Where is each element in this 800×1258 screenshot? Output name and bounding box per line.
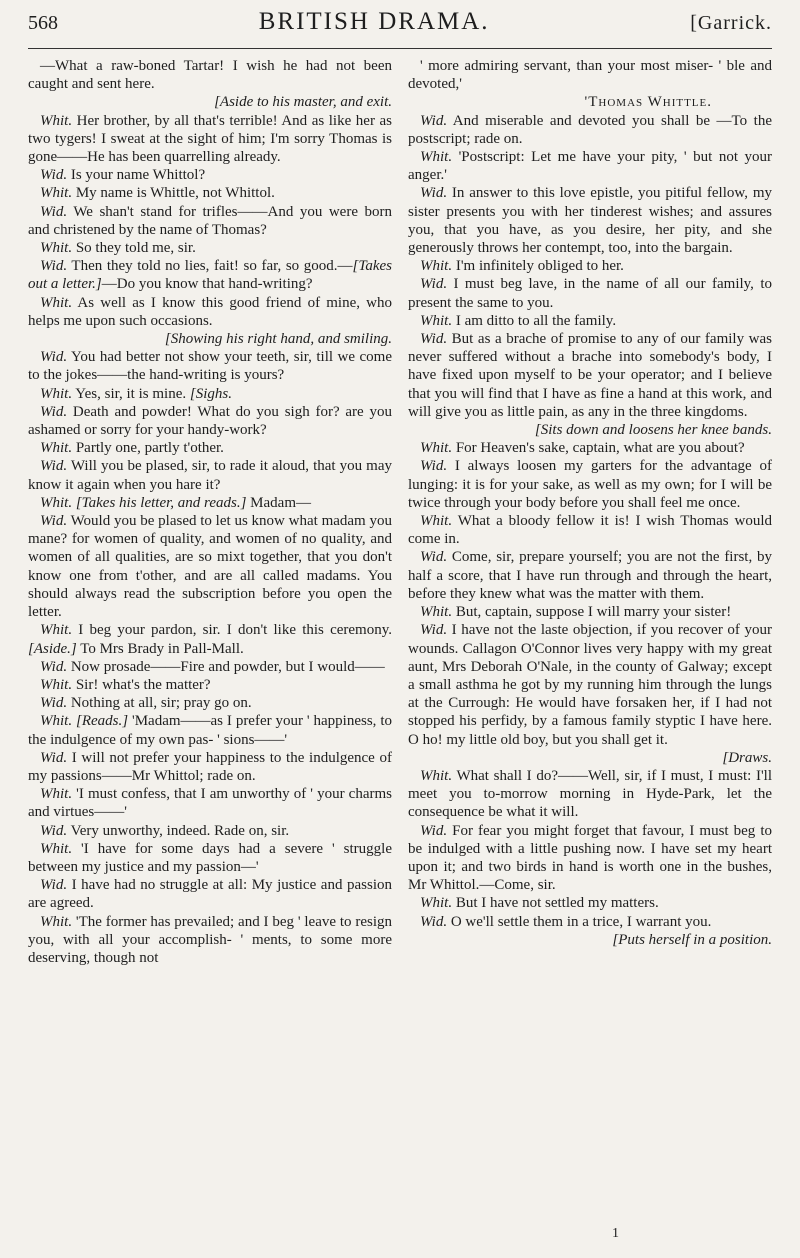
stage-direction: [Sighs. [189,385,232,402]
speaker-name: Wid. [40,695,68,712]
dialogue-text: Would you be plased to let us know what madam you mane? for women of quality, and women of no quality, and women of all qualities, are so mixt together, that you don't know one from t'other, and are all called madams. You should always read the subscription before you open the letter. [28,513,392,621]
dialogue-text: What a bloody fellow it is! I wish Thomas would come in. [408,513,772,548]
dialogue-paragraph [408,112,772,148]
dialogue-paragraph [28,403,392,439]
speaker-name: Whit. [420,513,453,530]
speaker-name: Whit. [420,767,453,784]
dialogue-text: Then they told no lies, fait! so far, so good.— [67,258,353,275]
speaker-name: Wid. [40,258,68,275]
speaker-name: Wid. [420,822,448,839]
speaker-name: Whit. [40,622,73,639]
dialogue-paragraph [28,494,392,512]
dialogue-paragraph [28,348,392,384]
dialogue-text: We shan't stand for trifles——And you were born and christened by the name of Thomas? [28,203,392,238]
dialogue-paragraph [28,785,392,821]
dialogue-paragraph [408,275,772,311]
speaker-name: Whit. [40,676,73,693]
speaker-name: Whit. [40,713,73,730]
dialogue-paragraph [408,330,772,421]
dialogue-text: I'm infinitely obliged to her. [452,258,624,275]
dialogue-text: Death and powder! What do you sigh for? are you ashamed or sorry for your handy-work? [28,403,392,439]
dialogue-paragraph [28,294,392,330]
speaker-name: Whit. [420,149,453,166]
speaker-name: Whit. [40,185,73,202]
speaker-name: Whit. [40,840,73,857]
dialogue-paragraph [408,93,772,111]
dialogue-paragraph [408,621,772,748]
speaker-name: Wid. [420,112,448,129]
speaker-name: Whit. [420,312,453,329]
speaker-name: Wid. [40,458,68,475]
speaker-name: Wid. [420,276,448,293]
dialogue-text: In answer to this love epistle, you pitiful fellow, my sister presents you with her tinderest wishes; and assures you, that you have, as you desire, her pity, and she generously throws her contempt, too, into the bargain. [408,185,772,257]
speaker-name: Whit. [40,440,73,457]
dialogue-text: For fear you might forget that favour, I must beg to be indulged with a little pushing now. I have set my heart upon it; and two birds in hand is worth one in the bushes, Mr Whittol.—Come, sir. [408,822,772,894]
dialogue-paragraph [408,767,772,822]
stage-direction: [Showing his right hand, and smiling. [164,331,392,348]
speaker-name: Wid. [40,877,68,894]
dialogue-paragraph [28,840,392,876]
dialogue-text: ' more admiring servant, than your most miser- ' ble and devoted,' [408,58,772,93]
dialogue-text: To Mrs Brady in Pall-Mall. [76,640,244,657]
dialogue-paragraph [28,658,392,676]
speaker-name: Wid. [40,403,68,420]
dialogue-paragraph [28,239,392,257]
dialogue-paragraph [408,184,772,257]
dialogue-text: 'The former has prevailed; and I beg ' leave to resign you, with all your accomplish- ' ments, to some more deserving, though not [28,913,392,966]
dialogue-text: I always loosen my garters for the advantage of lunging: it is for your sake, as well as my own; for I will be twice through your body before you shall feel me once. [408,458,772,511]
speaker-name: Whit. [40,112,73,129]
dialogue-paragraph [408,894,772,912]
dialogue-paragraph [408,931,772,949]
dialogue-paragraph [28,439,392,457]
dialogue-paragraph [408,312,772,330]
right-column [408,57,772,967]
dialogue-paragraph [28,457,392,493]
dialogue-text: What shall I do?——Well, sir, if I must, I must: I'll meet you to-morrow morning in Hyde-Park, let the consequence be what it will. [408,767,772,821]
speaker-name: Wid. [420,913,448,930]
dialogue-text: As well as I know this good friend of mine, who helps me upon such occasions. [28,294,392,329]
dialogue-paragraph [408,822,772,895]
dialogue-paragraph [28,712,392,748]
dialogue-paragraph [28,876,392,912]
dialogue-paragraph [28,330,392,348]
stage-direction: [Draws. [722,749,772,766]
dialogue-paragraph [408,603,772,621]
dialogue-text: I have not the laste objection, if you recover of your wounds. Callagon O'Connor lives very happy with my great aunt, Mrs Deborah O'Nale, in the county of Galway; except a small asthma he got by my running him through the lungs at the Currough: He would have forsaken her, if I had not stopped his perfidy, by a famous family styptic I have here. O ho! my little old boy, but you shall get it. [408,622,772,748]
section-name: [Garrick. [690,12,772,34]
dialogue-paragraph [28,93,392,111]
speaker-name: Wid. [420,331,448,348]
speaker-name: Whit. [40,913,73,930]
dialogue-paragraph [28,749,392,785]
dialogue-paragraph [408,457,772,512]
dialogue-text: Is your name Whittol? [67,167,206,184]
speaker-name: Wid. [40,749,68,766]
dialogue-text: I will not prefer your happiness to the indulgence of my passions——Mr Whittol; rade on. [28,749,392,784]
dialogue-paragraph [28,512,392,621]
speaker-name: Whit. [40,385,73,402]
dialogue-paragraph [28,203,392,239]
speaker-name: Whit. [40,494,73,511]
dialogue-text: O we'll settle them in a trice, I warrant you. [447,913,712,930]
stage-direction: [Sits down and loosens her knee bands. [534,422,772,439]
speaker-name: Wid. [40,349,68,366]
dialogue-text: I beg your pardon, sir. I don't like this ceremony. [72,622,392,639]
dialogue-text: Now prosade——Fire and powder, but I would—— [67,658,385,675]
dialogue-paragraph [28,57,392,93]
dialogue-paragraph [28,913,392,968]
dialogue-text: —Do you know that hand-writing? [101,276,313,293]
dialogue-paragraph [408,439,772,457]
dialogue-text: But, captain, suppose I will marry your sister! [452,604,732,621]
speaker-name: Whit. [420,604,453,621]
dialogue-text: 'I must confess, that I am unworthy of ' your charms and virtues——' [28,786,392,821]
dialogue-paragraph [28,184,392,202]
dialogue-text: 'Postscript: Let me have your pity, ' but not your anger.' [408,149,772,184]
dialogue-paragraph [28,621,392,657]
stage-direction: [Reads.] [76,713,129,730]
signature-mark: 1 [612,1226,619,1241]
dialogue-paragraph [408,512,772,548]
dialogue-paragraph [28,385,392,403]
speaker-name: Wid. [40,203,68,220]
dialogue-paragraph [28,694,392,712]
speaker-name: Wid. [40,513,68,530]
dialogue-text: Yes, sir, it is mine. [72,385,190,402]
dialogue-text: Madam— [246,494,311,511]
dialogue-text: You had better not show your teeth, sir, till we come to the jokes——the hand-writing is yours? [28,349,392,384]
dialogue-text: I must beg lave, in the name of all our family, to present the same to you. [408,276,772,311]
dialogue-text: Will you be plased, sir, to rade it aloud, that you may know it again when you hare it? [28,458,392,493]
dialogue-text: But I have not settled my matters. [452,895,659,912]
dialogue-text: 'I have for some days had a severe ' struggle between my justice and my passion—' [28,840,392,875]
text-columns [28,57,772,967]
speaker-name: Whit. [420,895,453,912]
dialogue-text: My name is Whittle, not Whittol. [72,185,275,202]
dialogue-text: Partly one, partly t'other. [72,440,224,457]
speaker-name: Whit. [40,240,73,257]
stage-direction: [Takes his letter, and reads.] [75,494,247,511]
dialogue-text: Nothing at all, sir; pray go on. [67,695,252,712]
dialogue-text: So they told me, sir. [72,240,196,257]
dialogue-text: Sir! what's the matter? [72,676,211,693]
left-column [28,57,392,967]
dialogue-text: I have had no struggle at all: My justice and passion are agreed. [28,877,392,912]
dialogue-text: Very unworthy, indeed. Rade on, sir. [67,822,290,839]
stage-direction: [Takes out a letter.] [28,258,392,293]
dialogue-paragraph [28,257,392,293]
dialogue-text: For Heaven's sake, captain, what are you about? [452,440,745,457]
speaker-name: Wid. [40,822,68,839]
dialogue-text: Come, sir, prepare yourself; you are not the first, by half a score, that I have run through and through the heart, before they knew what was the matter with them. [408,549,772,602]
dialogue-text: 'Madam——as I prefer your ' happiness, to the indulgence of my own pas- ' sions——' [28,713,392,748]
speaker-name: Wid. [420,458,448,475]
speaker-name: Wid. [420,185,448,202]
dialogue-text: I am ditto to all the family. [452,312,617,329]
dialogue-text: —What a raw-boned Tartar! I wish he had not been caught and sent here. [28,58,392,93]
page-number: 568 [28,12,58,34]
speaker-name: Whit. [420,258,453,275]
dialogue-paragraph [408,421,772,439]
speaker-name: Whit. [420,440,453,457]
dialogue-paragraph [408,548,772,603]
stage-direction: [Aside to his master, and exit. [214,94,392,111]
dialogue-paragraph [408,749,772,767]
dialogue-paragraph [408,57,772,93]
dialogue-paragraph [28,166,392,184]
speaker-name: Whit. [40,786,73,803]
speaker-name: Wid. [40,658,68,675]
letter-signature: 'Thomas Whittle. [584,94,712,111]
speaker-name: Whit. [40,294,73,311]
dialogue-paragraph [28,112,392,167]
speaker-name: Wid. [40,167,68,184]
page-header [28,8,772,49]
speaker-name: Wid. [420,622,448,639]
dialogue-paragraph [408,257,772,275]
dialogue-paragraph [28,676,392,694]
dialogue-text: And miserable and devoted you shall be —To the postscript; rade on. [408,112,772,147]
stage-direction: [Puts herself in a position. [612,931,772,948]
speaker-name: Wid. [420,549,448,566]
running-title: BRITISH DRAMA. [258,8,490,35]
stage-direction: [Aside.] [28,640,77,657]
dialogue-paragraph [28,822,392,840]
dialogue-text: Her brother, by all that's terrible! And as like her as two tygers! I sweat at the sight of him; I'm sorry Thomas is gone——He has been quarrelling already. [28,112,392,166]
dialogue-paragraph [408,913,772,931]
dialogue-paragraph [408,148,772,184]
dialogue-text: But as a brache of promise to any of our family was never suffered without a brache into somebody's body, I have fixed upon myself to be your operator; and I believe that you will find that I have as fine a hand at this work, and will give you as little pain, as any in the three kingdoms. [408,331,772,420]
